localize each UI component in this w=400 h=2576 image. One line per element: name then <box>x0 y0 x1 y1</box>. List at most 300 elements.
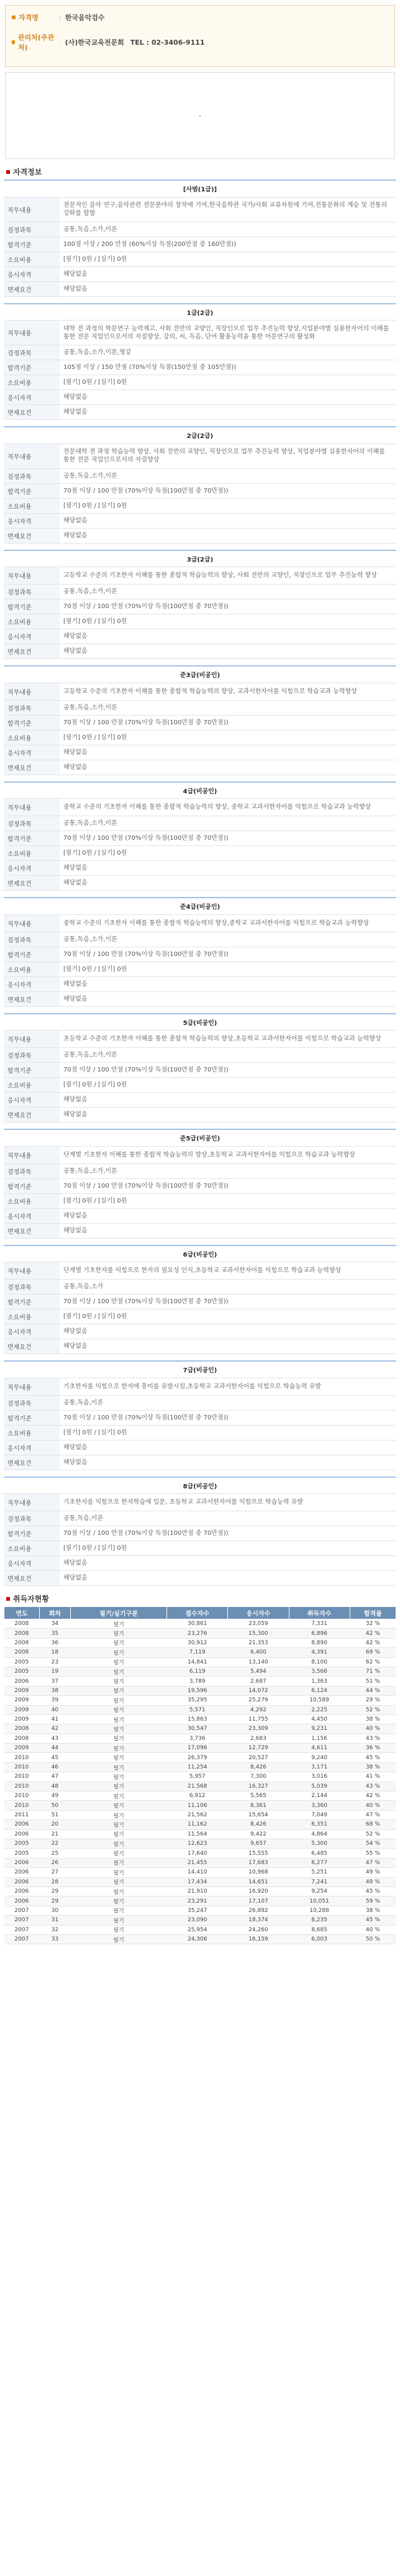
table-cell: 16,920 <box>228 1886 289 1896</box>
table-cell: 32 <box>39 1925 70 1934</box>
table-cell: 10,589 <box>289 1696 350 1705</box>
table-cell: 11,254 <box>167 1762 228 1772</box>
table-row <box>4 1820 396 1829</box>
row-value-pass: 70점 이상 / 100 만점 (70%이상 득점(100만점 중 70만점)) <box>60 1295 396 1309</box>
table-cell: 44 % <box>350 1686 396 1695</box>
table-cell: 21,353 <box>228 1638 289 1647</box>
stats-header-cell: 합격률 <box>350 1607 396 1619</box>
table-row <box>4 1744 396 1753</box>
table-cell: 2006 <box>4 1677 40 1686</box>
table-cell: 필기 <box>71 1839 167 1848</box>
row-label-fee: 소요비용 <box>4 730 60 745</box>
table-cell: 15,300 <box>228 1629 289 1638</box>
table-cell: 2006 <box>4 1886 40 1896</box>
table-cell: 54 % <box>350 1839 396 1848</box>
row-value-method: 공통,독음,이론 <box>60 1395 396 1410</box>
table-cell: 필기 <box>71 1638 167 1647</box>
table-cell: 37 <box>39 1677 70 1686</box>
row-label-method: 검정과목 <box>4 1163 60 1178</box>
cert-grade-title: 준3급(비공인) <box>4 666 396 683</box>
table-cell: 9,422 <box>228 1829 289 1839</box>
table-cell: 71 % <box>350 1667 396 1676</box>
table-cell: 16,327 <box>228 1782 289 1791</box>
row-label-desc: 직무내용 <box>4 1146 60 1163</box>
row-value-pass: 105점 이상 / 150 만점 (70%이상 득점(150만점 중 105만점)) <box>60 360 396 375</box>
row-label-exempt: 응시자격 <box>4 266 60 281</box>
row-label-pass: 합격기준 <box>4 1526 60 1541</box>
stats-header-cell: 응시자수 <box>228 1607 289 1619</box>
row-label-exempt: 응시자격 <box>4 745 60 760</box>
row-value-pass: 70점 이상 / 100 만점 (70%이상 득점(100만점 중 70만점)) <box>60 1063 396 1078</box>
row-value-method: 공통,독음,이론 <box>60 1511 396 1526</box>
table-row <box>4 1916 396 1925</box>
table-cell: 11,564 <box>167 1829 228 1839</box>
table-row <box>4 1705 396 1714</box>
row-label-method: 검정과목 <box>4 1280 60 1295</box>
table-cell: 필기 <box>71 1810 167 1819</box>
table-cell: 8,685 <box>289 1925 350 1934</box>
table-cell: 23,276 <box>167 1629 228 1638</box>
row-value-exempt: 해당없음 <box>60 390 396 405</box>
row-value-desc: 전문적인 음악 연구,음악관련 전문분야의 창작에 기여,한국음학관 국가/사회 교류차원에 기여,전통문화의 계승 및 전통의 강화를 할함 <box>60 197 396 222</box>
table-cell: 47 % <box>350 1858 396 1867</box>
table-row <box>4 1657 396 1667</box>
table-cell: 7,119 <box>167 1648 228 1657</box>
table-cell: 12,623 <box>167 1839 228 1848</box>
row-value-renew: 해당없음 <box>60 528 396 543</box>
table-cell: 필기 <box>71 1858 167 1867</box>
row-label-method: 검정과목 <box>4 1511 60 1526</box>
stats-header-cell: 취득자수 <box>289 1607 350 1619</box>
row-label-pass: 합격기준 <box>4 237 60 252</box>
table-cell: 51 % <box>350 1677 396 1686</box>
table-cell: 필기 <box>71 1925 167 1934</box>
row-label-fee: 소요비용 <box>4 1541 60 1556</box>
stats-table <box>4 1606 396 1944</box>
table-cell: 5,300 <box>289 1839 350 1848</box>
table-cell: 27 <box>39 1868 70 1877</box>
cert-block <box>4 303 396 421</box>
table-cell: 11,755 <box>228 1714 289 1724</box>
table-cell: 23,090 <box>167 1916 228 1925</box>
table-cell: 필기 <box>71 1801 167 1810</box>
row-value-exempt: 해당없음 <box>60 1324 396 1339</box>
row-value-exempt: 해당없음 <box>60 513 396 528</box>
table-row <box>4 1896 396 1906</box>
row-label-renew: 면제요건 <box>4 1339 60 1354</box>
table-cell: 42 % <box>350 1791 396 1801</box>
table-cell: 필기 <box>71 1734 167 1743</box>
cert-table <box>4 781 396 891</box>
table-cell: 30,861 <box>167 1619 228 1629</box>
cert-grade-title: 2급(2급) <box>4 427 396 444</box>
cert-grade-title: 1급(2급) <box>4 304 396 321</box>
table-cell: 필기 <box>71 1629 167 1638</box>
row-label-desc: 직무내용 <box>4 567 60 585</box>
table-cell: 62 % <box>350 1657 396 1667</box>
table-cell: 43 <box>39 1734 70 1743</box>
cert-block <box>4 1360 396 1470</box>
cert-block <box>4 550 396 660</box>
cert-table <box>4 1013 396 1123</box>
table-cell: 2010 <box>4 1762 40 1772</box>
row-value-renew: 해당없음 <box>60 644 396 659</box>
table-cell: 14,072 <box>228 1686 289 1695</box>
cert-grade-title: 준5급(비공인) <box>4 1129 396 1146</box>
table-cell: 3,016 <box>289 1772 350 1782</box>
table-cell: 2,687 <box>228 1677 289 1686</box>
table-cell: 6,124 <box>289 1686 350 1695</box>
row-label-renew: 면제요건 <box>4 1223 60 1238</box>
table-cell: 40 % <box>350 1925 396 1934</box>
cert-name-row: 자격명 | 한국음악검수 <box>12 11 104 24</box>
table-cell: 35,247 <box>167 1906 228 1915</box>
row-label-pass: 합격기준 <box>4 947 60 962</box>
row-value-renew: 해당없음 <box>60 1455 396 1470</box>
table-cell: 필기 <box>71 1886 167 1896</box>
table-row <box>4 1801 396 1810</box>
table-cell: 필기 <box>71 1648 167 1657</box>
table-cell: 38 % <box>350 1762 396 1772</box>
table-cell: 14,410 <box>167 1868 228 1877</box>
row-value-exempt: 해당없음 <box>60 745 396 760</box>
row-label-fee: 소요비용 <box>4 846 60 861</box>
table-cell: 2005 <box>4 1667 40 1676</box>
cert-grade-title: 5급(비공인) <box>4 1014 396 1031</box>
table-cell: 필기 <box>71 1677 167 1686</box>
table-row <box>4 1858 396 1867</box>
row-value-renew: 해당없음 <box>60 405 396 420</box>
stats-header-row <box>4 1607 396 1619</box>
table-row <box>4 1849 396 1858</box>
table-cell: 40 % <box>350 1724 396 1734</box>
table-cell: 45 % <box>350 1753 396 1762</box>
table-row <box>4 1791 396 1801</box>
row-value-exempt: 해당없음 <box>60 1556 396 1571</box>
table-row <box>4 1686 396 1695</box>
stats-header-cell: 필기/실기구분 <box>71 1607 167 1619</box>
table-cell: 2006 <box>4 1829 40 1839</box>
row-value-pass: 70점 이상 / 100 만점 (70%이상 득점(100만점 중 70만점)) <box>60 831 396 846</box>
table-cell: 47 <box>39 1772 70 1782</box>
row-label-exempt: 응시자격 <box>4 1208 60 1223</box>
cert-name: 한국음악검수 <box>65 14 105 22</box>
row-value-desc: 대학 전 과정의 학문연구 능력제고, 사회 전반의 교양인, 직장인으로 업무 추진능력 향상,지업분야별 실용한자어의 이해를 통한 전문 직업인으로서의 자질향상, 강의, 씨, 독음, 단어 활용능력을 통한 어문연구의 활성화 <box>60 321 396 345</box>
table-cell: 21,455 <box>167 1858 228 1867</box>
table-cell: 29 <box>39 1896 70 1906</box>
row-value-exempt: 해당없음 <box>60 976 396 991</box>
row-value-fee: [필기] 0원 / [실기] 0원 <box>60 962 396 976</box>
row-value-method: 공통,독음,소가,이론 <box>60 1163 396 1178</box>
cert-grade-title: 준4급(비공인) <box>4 898 396 914</box>
table-cell: 2008 <box>4 1724 40 1734</box>
bullet-icon <box>12 40 15 44</box>
row-value-renew: 해당없음 <box>60 281 396 296</box>
table-cell: 21 <box>39 1829 70 1839</box>
row-label-method: 검정과목 <box>4 700 60 715</box>
cert-grade-title: 7급(비공인) <box>4 1361 396 1378</box>
cert-grade-title: [사범(1급)] <box>4 180 396 197</box>
row-label-desc: 직무내용 <box>4 1494 60 1511</box>
table-row <box>4 1638 396 1647</box>
table-cell: 39 <box>39 1696 70 1705</box>
row-label-renew: 면제요건 <box>4 644 60 659</box>
table-cell: 5,571 <box>167 1705 228 1714</box>
row-label-method: 검정과목 <box>4 1395 60 1410</box>
table-cell: 10,968 <box>228 1868 289 1877</box>
table-cell: 7,331 <box>289 1619 350 1629</box>
table-cell: 10,288 <box>289 1906 350 1915</box>
table-cell: 필기 <box>71 1753 167 1762</box>
row-value-fee: [필기] 0원 / [실기] 0원 <box>60 375 396 390</box>
row-value-fee: [필기] 0원 / [실기] 0원 <box>60 1425 396 1440</box>
row-label-fee: 소요비용 <box>4 962 60 976</box>
table-cell: 4,864 <box>289 1829 350 1839</box>
table-cell: 44 <box>39 1744 70 1753</box>
table-cell: 31 <box>39 1916 70 1925</box>
row-label-renew: 면제요건 <box>4 991 60 1006</box>
table-cell: 36 % <box>350 1744 396 1753</box>
table-cell: 11,162 <box>167 1820 228 1829</box>
row-label-pass: 합격기준 <box>4 1178 60 1193</box>
table-cell: 5,251 <box>289 1868 350 1877</box>
table-cell: 25,954 <box>167 1925 228 1934</box>
row-value-method: 공통,독음,소가,이론 <box>60 700 396 715</box>
table-cell: 46 <box>39 1762 70 1772</box>
row-label-method: 검정과목 <box>4 345 60 360</box>
cert-table <box>4 665 396 775</box>
table-cell: 50 <box>39 1801 70 1810</box>
table-cell: 23,059 <box>228 1619 289 1629</box>
table-cell: 33 <box>39 1934 70 1944</box>
table-cell: 51 <box>39 1810 70 1819</box>
table-cell: 21,568 <box>167 1782 228 1791</box>
table-cell: 28 <box>39 1877 70 1886</box>
row-label-method: 검정과목 <box>4 1048 60 1063</box>
row-value-desc: 고등학교 수준의 기초한자 이해를 통한 종합적 학습능력의 향상, 교과서한자어를 익힘으로 학습교과 능력향상 <box>60 683 396 700</box>
cert-grade-title: 4급(비공인) <box>4 782 396 799</box>
table-cell: 8,361 <box>228 1801 289 1810</box>
row-value-exempt: 해당없음 <box>60 861 396 876</box>
row-label-renew: 면제요건 <box>4 760 60 775</box>
table-cell: 23,309 <box>228 1724 289 1734</box>
table-cell: 2008 <box>4 1619 40 1629</box>
row-value-method: 공통,독음,소가,이론 <box>60 932 396 947</box>
row-value-fee: [필기] 0원 / [실기] 0원 <box>60 730 396 745</box>
bullet-icon <box>12 16 16 19</box>
table-cell: 52 % <box>350 1705 396 1714</box>
row-label-pass: 합격기준 <box>4 831 60 846</box>
table-cell: 4,450 <box>289 1714 350 1724</box>
table-cell: 38 <box>39 1686 70 1695</box>
table-row <box>4 1619 396 1629</box>
table-cell: 14,841 <box>167 1657 228 1667</box>
table-cell: 2005 <box>4 1839 40 1848</box>
table-cell: 42 % <box>350 1638 396 1647</box>
table-cell: 50 % <box>350 1934 396 1944</box>
table-cell: 2008 <box>4 1648 40 1657</box>
table-cell: 2007 <box>4 1934 40 1944</box>
row-label-exempt: 응시자격 <box>4 1440 60 1455</box>
table-cell: 3,566 <box>289 1667 350 1676</box>
cert-block <box>4 1477 396 1586</box>
table-cell: 17,434 <box>167 1877 228 1886</box>
row-value-method: 공통,독음,소가,이론 <box>60 468 396 483</box>
table-row <box>4 1782 396 1791</box>
row-label-fee: 소요비용 <box>4 1309 60 1324</box>
table-cell: 15,863 <box>167 1714 228 1724</box>
row-label-exempt: 응시자격 <box>4 513 60 528</box>
row-label-pass: 합격기준 <box>4 1410 60 1425</box>
table-cell: 3,171 <box>289 1762 350 1772</box>
table-cell: 21,910 <box>167 1886 228 1896</box>
table-cell: 필기 <box>71 1896 167 1906</box>
table-row <box>4 1696 396 1705</box>
stats-header-cell: 연도 <box>4 1607 40 1619</box>
table-row <box>4 1868 396 1877</box>
table-cell: 12,729 <box>228 1744 289 1753</box>
row-label-pass: 합격기준 <box>4 360 60 375</box>
table-cell: 2005 <box>4 1657 40 1667</box>
table-cell: 2009 <box>4 1696 40 1705</box>
row-label-method: 검정과목 <box>4 222 60 237</box>
table-cell: 2008 <box>4 1734 40 1743</box>
row-value-renew: 해당없음 <box>60 876 396 891</box>
table-cell: 36 <box>39 1638 70 1647</box>
table-cell: 30 <box>39 1906 70 1915</box>
cert-grade-title: 3급(2급) <box>4 550 396 567</box>
row-label-fee: 소요비용 <box>4 1193 60 1208</box>
cert-table <box>4 180 396 297</box>
row-label-method: 검정과목 <box>4 585 60 599</box>
table-cell: 2,225 <box>289 1705 350 1714</box>
section-title-stats: 취득자현황 <box>6 1593 400 1604</box>
row-label-desc: 직무내용 <box>4 1378 60 1395</box>
cert-table <box>4 426 396 544</box>
cert-list <box>0 180 400 1586</box>
cert-block <box>4 180 396 297</box>
table-cell: 23,291 <box>167 1896 228 1906</box>
row-label-desc: 직무내용 <box>4 444 60 468</box>
row-label-desc: 직무내용 <box>4 799 60 816</box>
row-label-fee: 소요비용 <box>4 375 60 390</box>
table-cell: 9,240 <box>289 1753 350 1762</box>
row-label-renew: 면제요건 <box>4 405 60 420</box>
row-value-renew: 해당없음 <box>60 1223 396 1238</box>
table-cell: 필기 <box>71 1820 167 1829</box>
row-label-renew: 면제요건 <box>4 1571 60 1586</box>
table-cell: 2009 <box>4 1705 40 1714</box>
table-cell: 필기 <box>71 1829 167 1839</box>
table-cell: 2006 <box>4 1877 40 1886</box>
table-cell: 24,306 <box>167 1934 228 1944</box>
row-label-fee: 소요비용 <box>4 252 60 266</box>
table-cell: 49 % <box>350 1868 396 1877</box>
row-value-pass: 70점 이상 / 100 만점 (70%이상 득점(100만점 중 70만점)) <box>60 715 396 730</box>
table-cell: 8,426 <box>228 1820 289 1829</box>
table-cell: 7,300 <box>228 1772 289 1782</box>
section-title-info: 자격정보 <box>6 166 400 177</box>
table-cell: 26,892 <box>228 1906 289 1915</box>
table-cell: 필기 <box>71 1791 167 1801</box>
table-cell: 필기 <box>71 1744 167 1753</box>
stats-body <box>4 1619 396 1944</box>
row-label-renew: 면제요건 <box>4 1455 60 1470</box>
cert-grade-title: 6급(비공인) <box>4 1245 396 1262</box>
table-cell: 8,100 <box>289 1657 350 1667</box>
table-cell: 22 <box>39 1839 70 1848</box>
row-label-exempt: 응시자격 <box>4 629 60 644</box>
table-cell: 2009 <box>4 1686 40 1695</box>
table-cell: 2011 <box>4 1810 40 1819</box>
row-value-exempt: 해당없음 <box>60 1440 396 1455</box>
table-cell: 59 % <box>350 1896 396 1906</box>
table-cell: 2010 <box>4 1791 40 1801</box>
ad-placeholder: - <box>199 111 201 120</box>
table-cell: 2007 <box>4 1916 40 1925</box>
row-value-desc: 전문대학 전 과정 학습능력 향상, 사회 전반의 교양인, 직장인으로 업무 추진능력 향상, 직업분야별 실용한자어의 이해를 통한 전문 직업인으로서의 자질향상 <box>60 444 396 468</box>
table-cell: 18 <box>39 1648 70 1657</box>
row-value-method: 공통,독음,소가,이론 <box>60 816 396 831</box>
row-value-fee: [필기] 0원 / [실기] 0원 <box>60 614 396 629</box>
table-cell: 41 % <box>350 1772 396 1782</box>
row-value-pass: 70점 이상 / 100 만점 (70%이상 득점(100만점 중 70만점)) <box>60 1410 396 1425</box>
org-phone: TEL : 02-3406-9111 <box>130 38 205 47</box>
row-value-method: 공통,독음,소가,이론,영강 <box>60 345 396 360</box>
cert-block <box>4 781 396 891</box>
table-row <box>4 1906 396 1915</box>
table-cell: 34 <box>39 1619 70 1629</box>
row-value-pass: 100점 이상 / 200 만점 (60%이상 득점(200만점 중 160만점)) <box>60 237 396 252</box>
table-cell: 11,106 <box>167 1801 228 1810</box>
row-value-renew: 해당없음 <box>60 760 396 775</box>
table-row <box>4 1714 396 1724</box>
row-label-desc: 직무내용 <box>4 914 60 932</box>
row-label-method: 검정과목 <box>4 932 60 947</box>
row-value-renew: 해당없음 <box>60 1339 396 1354</box>
row-value-method: 공통,독음,소가,이론 <box>60 585 396 599</box>
table-cell: 2,144 <box>289 1791 350 1801</box>
table-cell: 필기 <box>71 1906 167 1915</box>
row-label-pass: 합격기준 <box>4 715 60 730</box>
cert-table <box>4 1360 396 1470</box>
table-cell: 필기 <box>71 1868 167 1877</box>
row-value-exempt: 해당없음 <box>60 1208 396 1223</box>
cert-block <box>4 1013 396 1123</box>
table-cell: 17,096 <box>167 1744 228 1753</box>
row-label-exempt: 응시자격 <box>4 1556 60 1571</box>
table-cell: 필기 <box>71 1782 167 1791</box>
table-cell: 2,683 <box>228 1734 289 1743</box>
row-label-fee: 소요비용 <box>4 1078 60 1093</box>
table-cell: 2006 <box>4 1858 40 1867</box>
table-cell: 필기 <box>71 1657 167 1667</box>
table-cell: 29 % <box>350 1696 396 1705</box>
org-row: 관리처(주관처) : (사)한국교육전문회 TEL : 02-3406-9111 <box>12 35 205 49</box>
table-cell: 26 <box>39 1858 70 1867</box>
row-label-pass: 합격기준 <box>4 1063 60 1078</box>
row-value-pass: 70점 이상 / 100 만점 (70%이상 득점(100만점 중 70만점)) <box>60 599 396 614</box>
row-label-desc: 직무내용 <box>4 1262 60 1280</box>
table-cell: 필기 <box>71 1916 167 1925</box>
table-row <box>4 1839 396 1848</box>
table-cell: 2007 <box>4 1906 40 1915</box>
row-value-fee: [필기] 0원 / [실기] 0원 <box>60 846 396 861</box>
table-cell: 2010 <box>4 1753 40 1762</box>
table-cell: 49 % <box>350 1877 396 1886</box>
table-row <box>4 1753 396 1762</box>
row-value-fee: [필기] 0원 / [실기] 0원 <box>60 1541 396 1556</box>
